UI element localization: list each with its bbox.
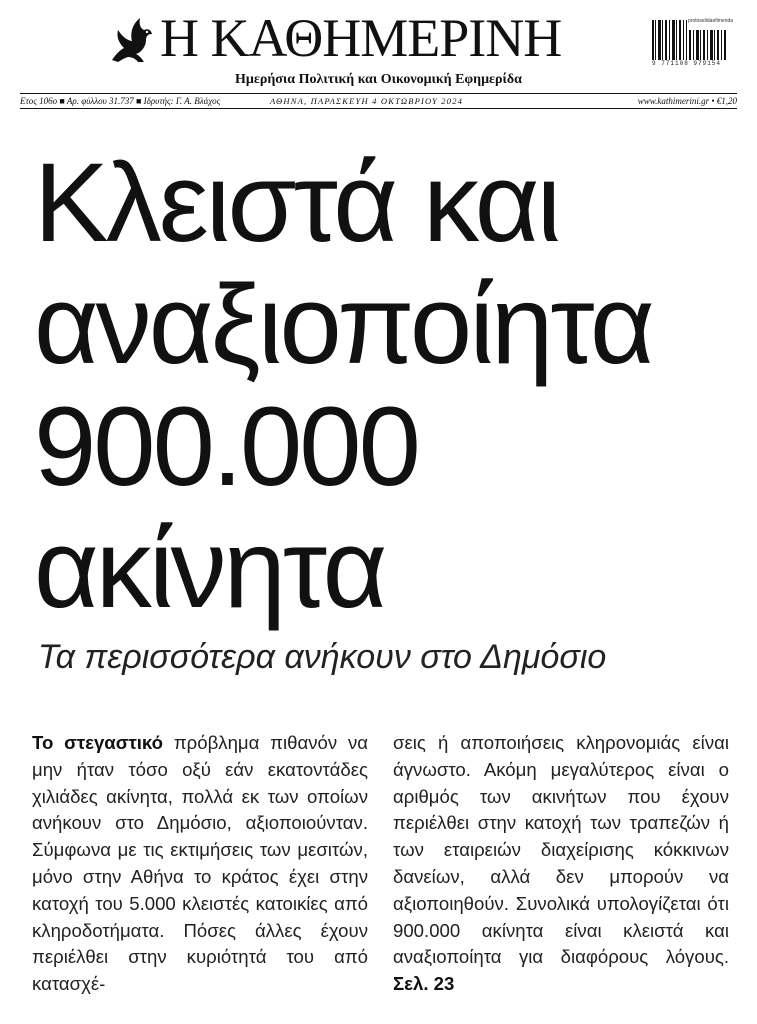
page-reference: Σελ. 23 <box>393 973 455 995</box>
headline-line-3: 900.000 <box>34 384 418 509</box>
newspaper-title: Η ΚΑΘΗΜΕΡΙΝΗ <box>160 8 562 68</box>
article-lead-in: Το στεγαστικό <box>32 732 164 753</box>
masthead-top-rule <box>20 93 737 94</box>
griffin-logo-icon <box>106 14 154 64</box>
subheadline: Τα περισσότερα ανήκουν στο Δημόσιο <box>38 638 607 676</box>
headline-line-1: Κλειστά και <box>34 140 559 265</box>
issue-dateline: ΑΘΗΝΑ, ΠΑΡΑΣΚΕΥΗ 4 ΟΚΤΩΒΡΙΟΥ 2024 <box>270 96 464 106</box>
masthead-bottom-rule <box>20 108 737 109</box>
article-column-1 <box>32 730 368 998</box>
article-column-2 <box>393 730 729 998</box>
main-headline <box>34 142 734 630</box>
article-column-2-text: σεις ή αποποιήσεις κληρονομιάς είναι άγνωστο. Ακόμη μεγαλύτερος είναι ο αριθμός των ακινήτων που έχουν περιέλθει στην κατοχή των τραπεζών ή των εταιρειών διαχείρισης κόκκινων δανείων, αλλά δεν μπορούν να αξιοποιηθούν. Συνολικά υπολογίζεται ότι 900.000 ακίνητα είναι κλειστά και αναξιοποίητα για διαφόρους λόγους. <box>393 732 729 968</box>
headline-line-2: αναξιοποίητα <box>34 262 652 387</box>
barcode-digits: 9 771108 979154 <box>652 60 722 67</box>
newspaper-tagline: Ημερήσια Πολιτική και Οικονομική Εφημερίδα <box>235 72 522 87</box>
barcode-label: protoselidaefimerida <box>688 18 734 24</box>
headline-line-4: ακίνητα <box>34 506 385 631</box>
masthead <box>0 0 757 112</box>
article-column-1-text: πρόβλημα πιθανόν να μην ήταν τόσο οξύ εάν εκατοντάδες χιλιάδες ακίνητα, πολλά εκ των οποίων ανήκουν στο Δημόσιο, αξιοποιούνταν. Σύμφωνα με τις εκτιμήσεις των μεσιτών, μόνο στην Αθήνα το κράτος έχει στην κατοχή του 5.000 κλειστές κατοικίες από κληροδοτήματα. Πόσες άλλες έχουν περιέλθει στην κυριότητά του από κατασχέ- <box>32 732 368 995</box>
website-and-price: www.kathimerini.gr • €1,20 <box>637 96 737 106</box>
issue-info: Ετος 106ο ■ Αρ. φύλλου 31.737 ■ Ιδρυτής: Γ. Α. Βλάχος <box>20 96 221 106</box>
